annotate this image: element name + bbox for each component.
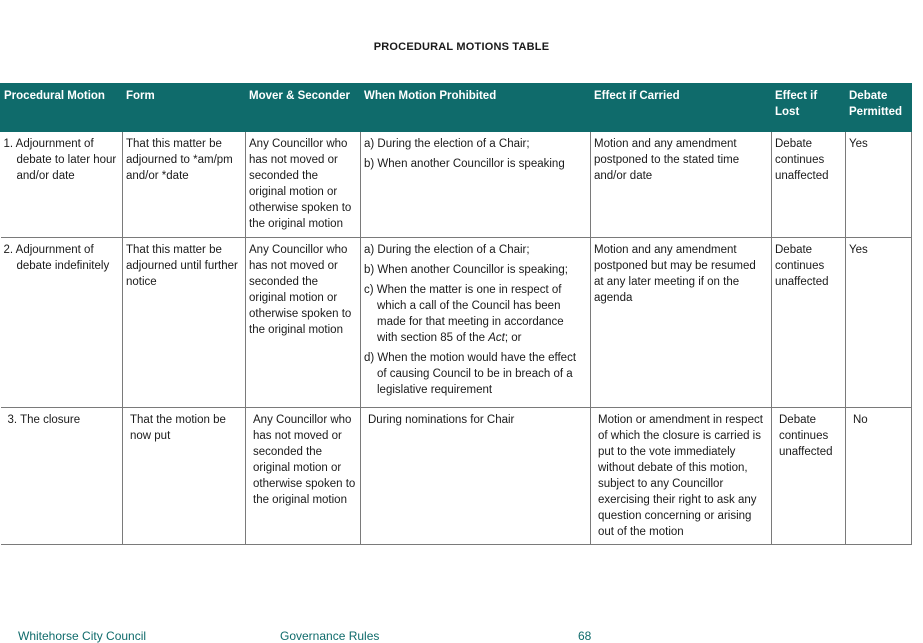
form-cell: That this matter be adjourned to *am/pm and/or *date	[123, 132, 246, 237]
column-header-procedural-motion: Procedural Motion	[1, 83, 123, 132]
debate-cell: No	[846, 407, 912, 544]
prohibited-item: c) When the matter is one in respect of which a call of the Council has been made for that meeting in accordance with section 85 of the Act; or	[364, 283, 564, 344]
carried-cell: Motion and any amendment postponed to the stated time and/or date	[591, 132, 772, 237]
column-header-effect-if-lost: Effect if Lost	[772, 83, 846, 132]
footer-page-number: 68	[578, 629, 592, 643]
carried-cell: Motion or amendment in respect of which the closure is carried is put to the vote immediately without debate of this motion, subject to any Councillor exercising their right to ask any question concerning or arising out of the motion	[591, 407, 772, 544]
mover-cell: Any Councillor who has not moved or seconded the original motion or otherwise spoken to the original motion	[246, 132, 361, 237]
prohibited-item: d) When the motion would have the effect of causing Council to be in breach of a legislative requirement	[364, 351, 577, 396]
table-header-row	[1, 83, 912, 132]
form-cell: That this matter be adjourned until further notice	[123, 237, 246, 407]
page-footer	[18, 629, 918, 641]
motion-cell	[1, 132, 123, 237]
lost-cell: Debate continues unaffected	[772, 237, 846, 407]
motion-name: 3. The closure	[7, 413, 81, 426]
debate-cell: Yes	[846, 132, 912, 237]
column-header-form: Form	[123, 83, 246, 132]
motion-cell	[1, 237, 123, 407]
prohibited-item: b) When another Councillor is speaking	[364, 158, 565, 170]
table-row	[1, 237, 912, 407]
column-header-effect-if-carried: Effect if Carried	[591, 83, 772, 132]
mover-cell: Any Councillor who has not moved or seconded the original motion or otherwise spoken to the original motion	[246, 407, 361, 544]
motion-name: 1. Adjournment of debate to later hour and/or date	[3, 138, 117, 182]
footer-document-title: Governance Rules	[280, 629, 380, 643]
motion-name: 2. Adjournment of debate indefinitely	[3, 243, 110, 272]
prohibited-cell	[361, 237, 591, 407]
table-row	[1, 407, 912, 544]
motion-cell	[1, 407, 123, 544]
prohibited-cell	[361, 407, 591, 544]
column-header-when-prohibited: When Motion Prohibited	[361, 83, 591, 132]
table-row	[1, 132, 912, 237]
prohibited-item: During nominations for Chair	[368, 413, 515, 426]
footer-council-name: Whitehorse City Council	[18, 629, 147, 643]
page-title: PROCEDURAL MOTIONS TABLE	[373, 41, 550, 53]
prohibited-cell	[361, 132, 591, 237]
column-header-mover-seconder: Mover & Seconder	[246, 83, 361, 132]
prohibited-item: a) During the election of a Chair;	[364, 138, 530, 150]
carried-cell: Motion and any amendment postponed but may be resumed at any later meeting if on the agenda	[591, 237, 772, 407]
lost-cell: Debate continues unaffected	[772, 407, 846, 544]
prohibited-item: b) When another Councillor is speaking;	[364, 263, 568, 276]
debate-cell: Yes	[846, 237, 912, 407]
prohibited-item: a) During the election of a Chair;	[364, 243, 530, 256]
form-cell: That the motion be now put	[123, 407, 246, 544]
mover-cell: Any Councillor who has not moved or seconded the original motion or otherwise spoken to the original motion	[246, 237, 361, 407]
column-header-debate-permitted: Debate Permitted	[846, 83, 912, 132]
lost-cell: Debate continues unaffected	[772, 132, 846, 237]
procedural-motions-table	[0, 83, 912, 545]
